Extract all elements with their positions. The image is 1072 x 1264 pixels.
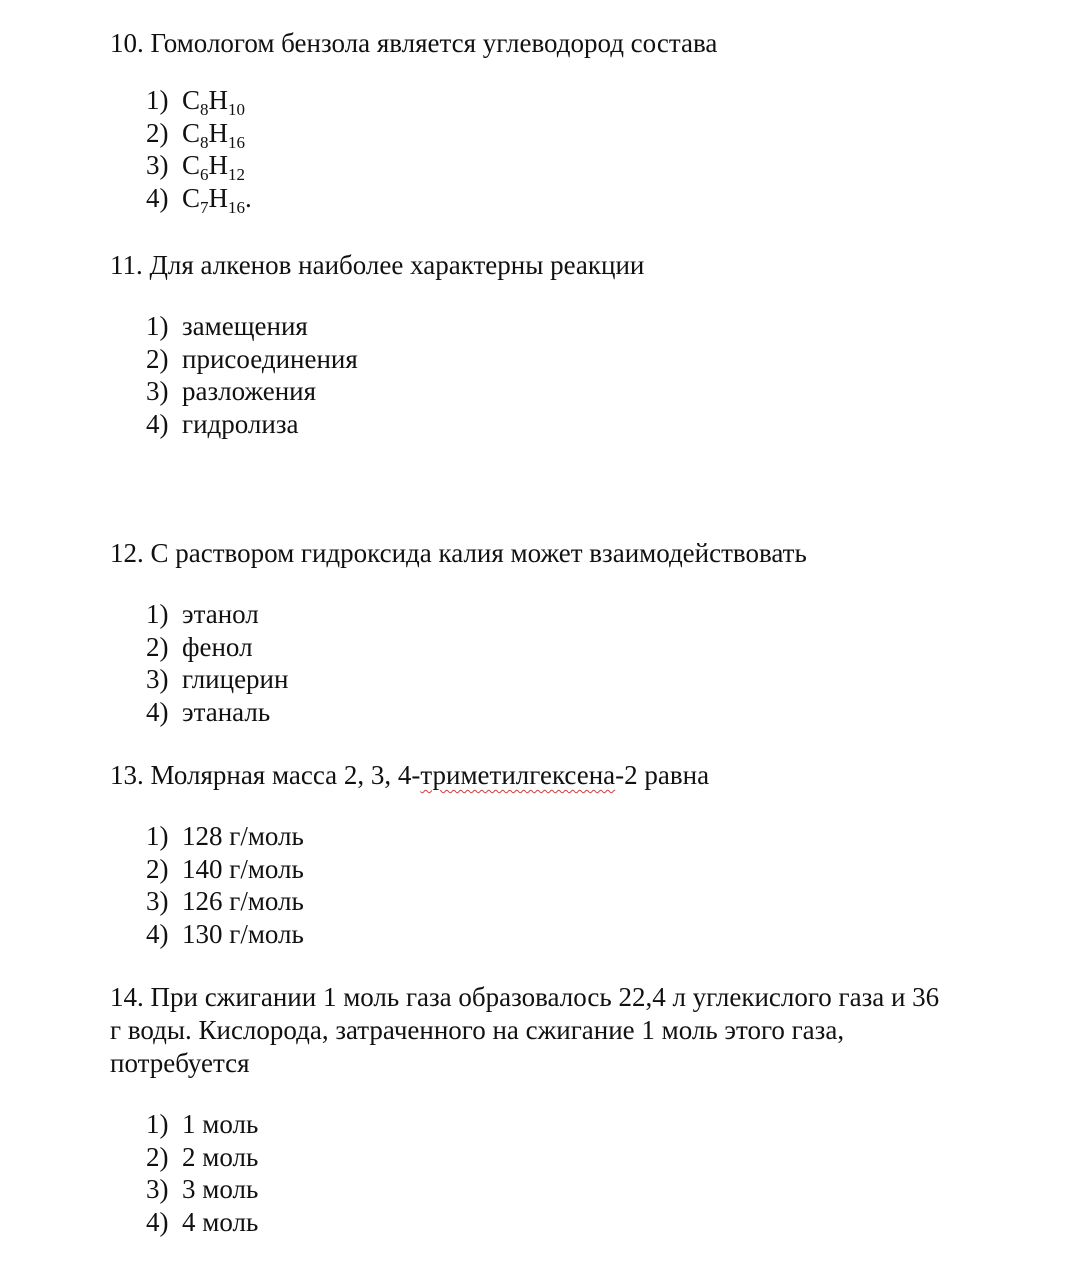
spellcheck-flagged-word[interactable]: триметилгексена <box>420 760 616 790</box>
option-label: этаналь <box>182 697 271 728</box>
question-12-options <box>146 598 1072 729</box>
option-number: 2) <box>146 1141 169 1172</box>
chemical-formula: $C_8H_{10}$ <box>182 85 246 119</box>
option <box>146 1141 1072 1174</box>
carbon-subscript: 7 <box>200 198 209 218</box>
option-number: 2) <box>146 343 169 374</box>
option-number: 1) <box>146 1109 169 1139</box>
question-13-options <box>146 820 1072 951</box>
option <box>146 631 1072 664</box>
option-label: 4 моль <box>182 1207 259 1238</box>
chemical-formula: $C_7H_{16}$. <box>182 183 252 218</box>
option-number: 2) <box>146 853 169 884</box>
option-label: 128 г/моль <box>182 821 304 851</box>
option-label: разложения <box>182 376 317 407</box>
question-14 <box>110 981 1055 1238</box>
carbon-subscript: 8 <box>200 132 209 152</box>
chemical-formula: $C_6H_{12}$ <box>182 150 246 185</box>
option-label: присоединения <box>182 343 358 374</box>
option <box>146 182 1072 218</box>
option <box>146 1108 1072 1141</box>
question-14-text <box>110 981 1055 1080</box>
option-number: 4) <box>146 1207 169 1238</box>
option-number: 3) <box>146 664 169 695</box>
option-label: фенол <box>182 631 253 662</box>
question-14-options <box>146 1108 1072 1239</box>
option <box>146 663 1072 696</box>
option-label: 2 моль <box>182 1141 259 1172</box>
option <box>146 343 1072 376</box>
question-13-text-end: -2 равна <box>615 760 710 790</box>
hydrogen-subscript: 16 <box>228 198 246 218</box>
option <box>146 1206 1072 1239</box>
option <box>146 885 1072 918</box>
option-number: 4) <box>146 697 169 728</box>
question-13-text-start: 13. Молярная масса 2, 3, 4- <box>110 760 421 790</box>
option-label: этанол <box>182 599 259 629</box>
question-11-text: 11. Для алкенов наиболее характерны реакции <box>110 250 645 280</box>
question-10-options <box>146 84 1072 218</box>
option-number: 3) <box>146 1174 169 1205</box>
carbon-subscript: 8 <box>200 100 209 119</box>
option-label: 126 г/моль <box>182 886 304 917</box>
question-13-text <box>110 759 1055 792</box>
option <box>146 1173 1072 1206</box>
option <box>146 84 1072 117</box>
question-14-text-line: г воды. Кислорода, затраченного на сжигание 1 моль этого газа, <box>110 1015 845 1045</box>
option <box>146 853 1072 886</box>
question-10-text: 10. Гомологом бензола является углеводород состава <box>110 28 718 58</box>
hydrogen-subscript: 16 <box>228 132 246 152</box>
option <box>146 696 1072 729</box>
option <box>146 310 1072 343</box>
option <box>146 375 1072 408</box>
option-number: 3) <box>146 886 169 917</box>
question-11-options <box>146 310 1072 441</box>
option-label: замещения <box>182 311 308 341</box>
option <box>146 820 1072 853</box>
option <box>146 408 1072 441</box>
option-number: 4) <box>146 409 169 440</box>
question-12-text: 12. С раствором гидроксида калия может взаимодействовать <box>110 538 807 568</box>
option-number: 1) <box>146 599 169 629</box>
question-14-text-line: 14. При сжигании 1 моль газа образовалось 22,4 л углекислого газа и 36 <box>110 982 940 1012</box>
formula-suffix: . <box>245 183 252 214</box>
option <box>146 149 1072 185</box>
question-10 <box>110 27 1055 218</box>
option-number: 2) <box>146 631 169 662</box>
option-number: 2) <box>146 117 169 148</box>
option <box>146 598 1072 631</box>
option-label: 140 г/моль <box>182 853 304 884</box>
option-number: 4) <box>146 919 169 950</box>
option-number: 4) <box>146 183 169 214</box>
option-number: 3) <box>146 150 169 181</box>
question-12 <box>110 537 1055 728</box>
option-number: 1) <box>146 85 169 115</box>
hydrogen-subscript: 10 <box>228 100 246 119</box>
option-number: 3) <box>146 376 169 407</box>
option-label: глицерин <box>182 664 289 695</box>
option-label: 3 моль <box>182 1174 259 1205</box>
hydrogen-subscript: 12 <box>228 165 246 185</box>
option-number: 1) <box>146 311 169 341</box>
option <box>146 918 1072 951</box>
question-14-text-line: потребуется <box>110 1048 250 1078</box>
option-label: гидролиза <box>182 409 299 440</box>
option <box>146 117 1072 150</box>
option-label: 130 г/моль <box>182 919 304 950</box>
question-11 <box>110 249 1055 440</box>
question-13 <box>110 759 1055 950</box>
chemical-formula: $C_8H_{16}$ <box>182 117 246 152</box>
carbon-subscript: 6 <box>200 165 209 185</box>
option-number: 1) <box>146 821 169 851</box>
option-label: 1 моль <box>182 1109 259 1139</box>
